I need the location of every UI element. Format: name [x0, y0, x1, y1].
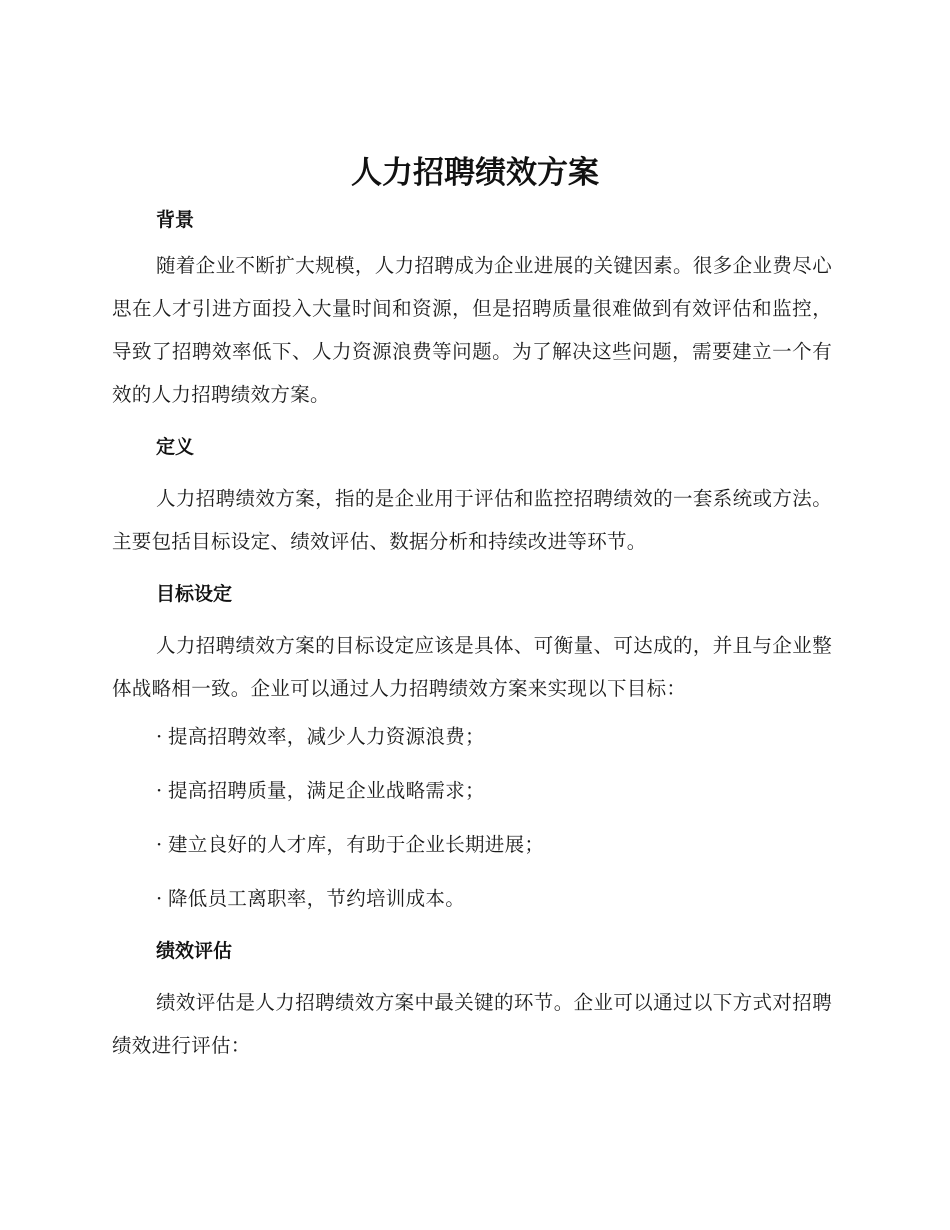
- list-item-text: 降低员工离职率，节约培训成本。: [168, 887, 466, 910]
- section-heading-performance-evaluation: 绩效评估: [156, 940, 233, 962]
- section-paragraph-background: 随着企业不断扩大规模，人力招聘成为企业进展的关键因素。很多企业费尽心思在人才引进方面投入大量时间和资源，但是招聘质量很难做到有效评估和监控，导致了招聘效率低下、人力资源浪费等问题。为了解决这些问题，需要建立一个有效的人力招聘绩效方案。: [112, 254, 832, 406]
- section-heading-background: 背景: [156, 209, 195, 231]
- list-item: [112, 872, 832, 926]
- document-title: 人力招聘绩效方案: [351, 155, 599, 191]
- bullet-dot-icon: ·: [156, 725, 163, 748]
- bullet-dot-icon: ·: [156, 887, 163, 910]
- list-item-text: 提高招聘质量，满足企业战略需求；: [168, 779, 485, 802]
- bullet-dot-icon: ·: [156, 833, 163, 856]
- section-paragraph-goal-setting: 人力招聘绩效方案的目标设定应该是具体、可衡量、可达成的，并且与企业整体战略相一致。企业可以通过人力招聘绩效方案来实现以下目标：: [112, 634, 832, 700]
- document-body: [112, 196, 832, 1067]
- list-item: [112, 818, 832, 872]
- bullet-dot-icon: ·: [156, 779, 163, 802]
- goal-bullet-list: [112, 710, 832, 926]
- section-paragraph-performance-evaluation: 绩效评估是人力招聘绩效方案中最关键的环节。企业可以通过以下方式对招聘绩效进行评估：: [112, 991, 832, 1057]
- section-paragraph-definition: 人力招聘绩效方案，指的是企业用于评估和监控招聘绩效的一套系统或方法。主要包括目标设定、绩效评估、数据分析和持续改进等环节。: [112, 487, 832, 553]
- list-item-text: 建立良好的人才库，有助于企业长期进展；: [168, 833, 545, 856]
- section-heading-definition: 定义: [156, 436, 195, 458]
- list-item: [112, 764, 832, 818]
- list-item-text: 提高招聘效率，减少人力资源浪费；: [168, 725, 485, 748]
- section-heading-goal-setting: 目标设定: [156, 583, 233, 605]
- list-item: [112, 710, 832, 764]
